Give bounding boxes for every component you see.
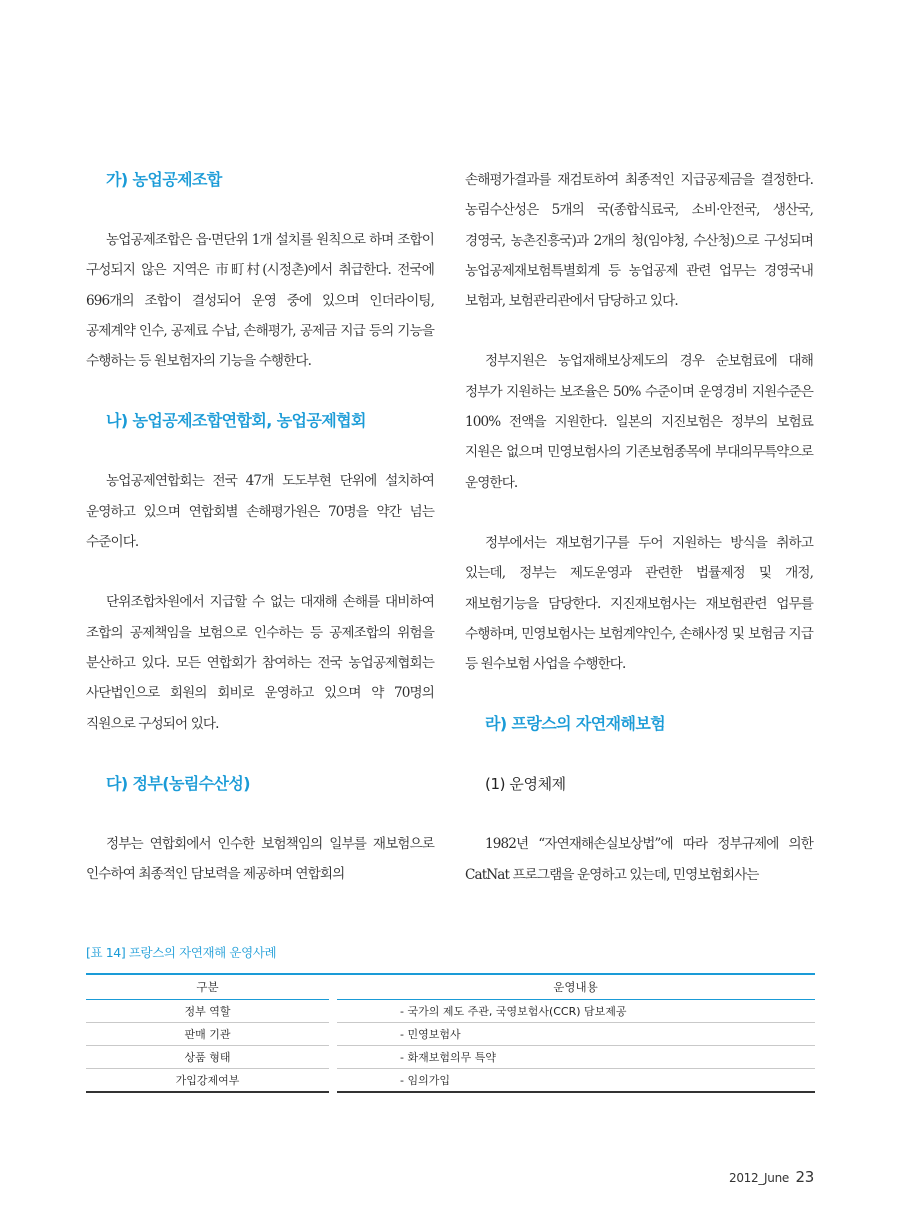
row-label: 정부 역할: [86, 1000, 329, 1023]
page-footer: [729, 1168, 814, 1186]
row-label: 가입강제여부: [86, 1069, 329, 1093]
header-content: 운영내용: [337, 974, 815, 1000]
row-value: - 국가의 제도 주관, 국영보험사(CCR) 담보제공: [337, 1000, 815, 1023]
section-heading-a: 가) 농업공제조합: [106, 170, 222, 189]
paragraph-federation: 농업공제연합회는 전국 47개 도도부현 단위에 설치하여 운영하고 있으며 연합회별 손해평가원은 70명을 약간 넘는 수준이다.: [86, 473, 434, 551]
right-column: [465, 165, 813, 890]
issue-date: 2012_June: [729, 1171, 789, 1185]
paragraph-disaster-risk: 단위조합차원에서 지급할 수 없는 대재해 손해를 대비하여 조합의 공제책임을 보험으로 인수하는 등 공제조합의 위험을 분산하고 있다. 모든 연합회가 참여하는 전국 농업공제협회는 사단법인으로 회원의 회비로 운영하고 있으며 약 70명의 직원으로 구성되어 있다.: [86, 594, 434, 732]
table-caption: [표 14] 프랑스의 자연재해 운영사례: [86, 945, 277, 960]
paragraph-ministry: 손해평가결과를 재검토하여 최종적인 지급공제금을 결정한다. 농림수산성은 5개의 국(종합식료국, 소비·안전국, 생산국, 경영국, 농촌진흥국)과 2개의 청(임야청, 수산청)으로 구성되며 농업공제재보험특별회계 등 농업공제 관련 업무는 경영국내 보험과, 보험관리관에서 담당하고 있다.: [465, 172, 813, 310]
table-section: [86, 943, 815, 1093]
left-column: [86, 165, 434, 889]
page-number: 23: [795, 1168, 814, 1186]
paragraph-reinsurance: 정부에서는 재보험기구를 두어 지원하는 방식을 취하고 있는데, 정부는 제도운영과 관련한 법률제정 및 개정, 재보험기능을 담당한다. 지진재보험사는 재보험관련 업무를 수행하며, 민영보험사는 보험계약인수, 손해사정 및 보험금 지급 등 원수보험 사업을 수행한다.: [465, 534, 813, 673]
table-row: [86, 1023, 815, 1046]
table-row: [86, 1069, 815, 1093]
section-heading-b: 나) 농업공제조합연합회, 농업공제협회: [106, 411, 366, 431]
france-disaster-table: [86, 973, 815, 1093]
table-row: [86, 1000, 815, 1023]
paragraph-government: 정부는 연합회에서 인수한 보험책임의 일부를 재보험으로 인수하여 최종적인 담보력을 제공하며 연합회의: [86, 835, 434, 883]
paragraph-agri-union: 농업공제조합은 읍·면단위 1개 설치를 원칙으로 하며 조합이 구성되지 않은 지역은 市町村(시정촌)에서 취급한다. 전국에 696개의 조합이 결성되어 운영 중에 있으며 인더라이팅, 공제계약 인수, 공제료 수납, 손해평가, 공제금 지급 등의 기능을 수행하는 등 원보험자의 기능을 수행한다.: [86, 232, 434, 370]
paragraph-government-support: 정부지원은 농업재해보상제도의 경우 순보험료에 대해 정부가 지원하는 보조율은 50% 수준이며 운영경비 지원수준은 100% 전액을 지원한다. 일본의 지진보험은 정부의 보험료 지원은 없으며 민영보험사의 기존보험종목에 부대의무특약으로 운영한다.: [465, 353, 813, 491]
table-header-row: [86, 974, 815, 1000]
paragraph-catnat: 1982년 “자연재해손실보상법”에 따라 정부규제에 의한 CatNat 프로그램을 운영하고 있는데, 민영보험회사는: [465, 836, 813, 883]
section-heading-c: 다) 정부(농림수산성): [106, 773, 250, 793]
header-category: 구분: [86, 974, 329, 1000]
row-value: - 임의가입: [337, 1069, 815, 1093]
subheading-operation: (1) 운영체제: [485, 775, 566, 794]
section-heading-d: 라) 프랑스의 자연재해보험: [485, 714, 666, 734]
row-value: - 민영보험사: [337, 1023, 815, 1046]
table-row: [86, 1046, 815, 1069]
row-value: - 화재보험의무 특약: [337, 1046, 815, 1069]
row-label: 상품 형태: [86, 1046, 329, 1069]
row-label: 판매 기관: [86, 1023, 329, 1046]
